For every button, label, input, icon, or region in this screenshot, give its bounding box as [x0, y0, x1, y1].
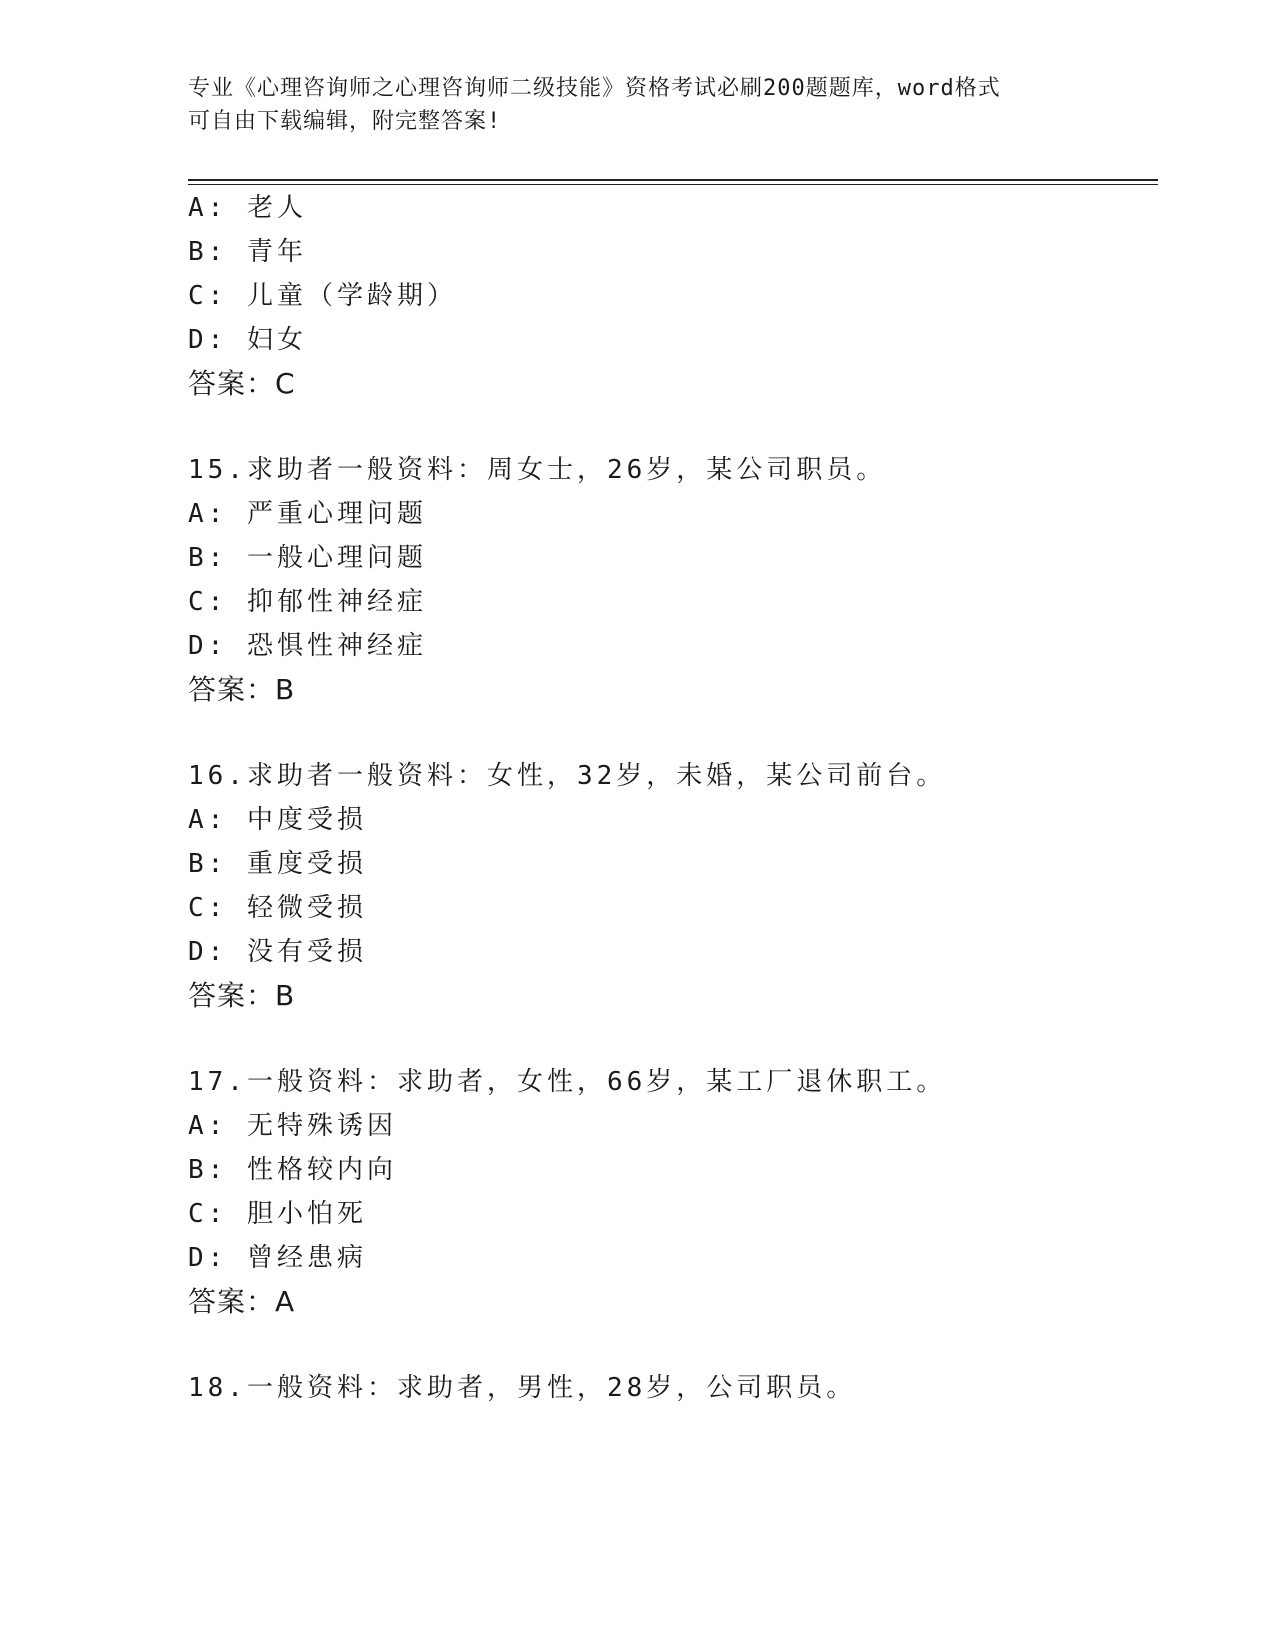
option-b: B: 一般心理问题: [188, 543, 427, 573]
option-c: C: 轻微受损: [188, 893, 367, 923]
option-a: A: 严重心理问题: [188, 499, 427, 529]
header-line-1: 专业《心理咨询师之心理咨询师二级技能》资格考试必刷200题题库，word格式: [188, 76, 1001, 101]
question-15: 15.求助者一般资料：周女士，26岁，某公司职员。: [188, 455, 887, 485]
option-c: C: 儿童（学龄期）: [188, 281, 457, 311]
option-d: D: 曾经患病: [188, 1243, 367, 1273]
header-rule-thick: [188, 179, 1158, 181]
option-a: A: 无特殊诱因: [188, 1111, 397, 1141]
option-b: B: 性格较内向: [188, 1155, 397, 1185]
option-d: D: 妇女: [188, 325, 307, 355]
document-header: [188, 72, 1088, 138]
question-18: 18.一般资料：求助者，男性，28岁，公司职员。: [188, 1373, 857, 1403]
option-b: B: 青年: [188, 237, 307, 267]
option-a: A: 老人: [188, 193, 307, 223]
option-d: D: 没有受损: [188, 937, 367, 967]
option-c: C: 胆小怕死: [188, 1199, 367, 1229]
question-16: 16.求助者一般资料：女性，32岁，未婚，某公司前台。: [188, 761, 947, 791]
answer-line: 答案：C: [188, 367, 296, 400]
header-rule-thin: [188, 184, 1158, 185]
option-b: B: 重度受损: [188, 849, 367, 879]
option-c: C: 抑郁性神经症: [188, 587, 427, 617]
answer-line: 答案：A: [188, 1285, 296, 1318]
option-d: D: 恐惧性神经症: [188, 631, 427, 661]
question-17: 17.一般资料：求助者，女性，66岁，某工厂退休职工。: [188, 1067, 947, 1097]
option-a: A: 中度受损: [188, 805, 367, 835]
header-line-2: 可自由下载编辑，附完整答案!: [188, 109, 502, 134]
answer-line: 答案：B: [188, 673, 296, 706]
answer-line: 答案：B: [188, 979, 296, 1012]
